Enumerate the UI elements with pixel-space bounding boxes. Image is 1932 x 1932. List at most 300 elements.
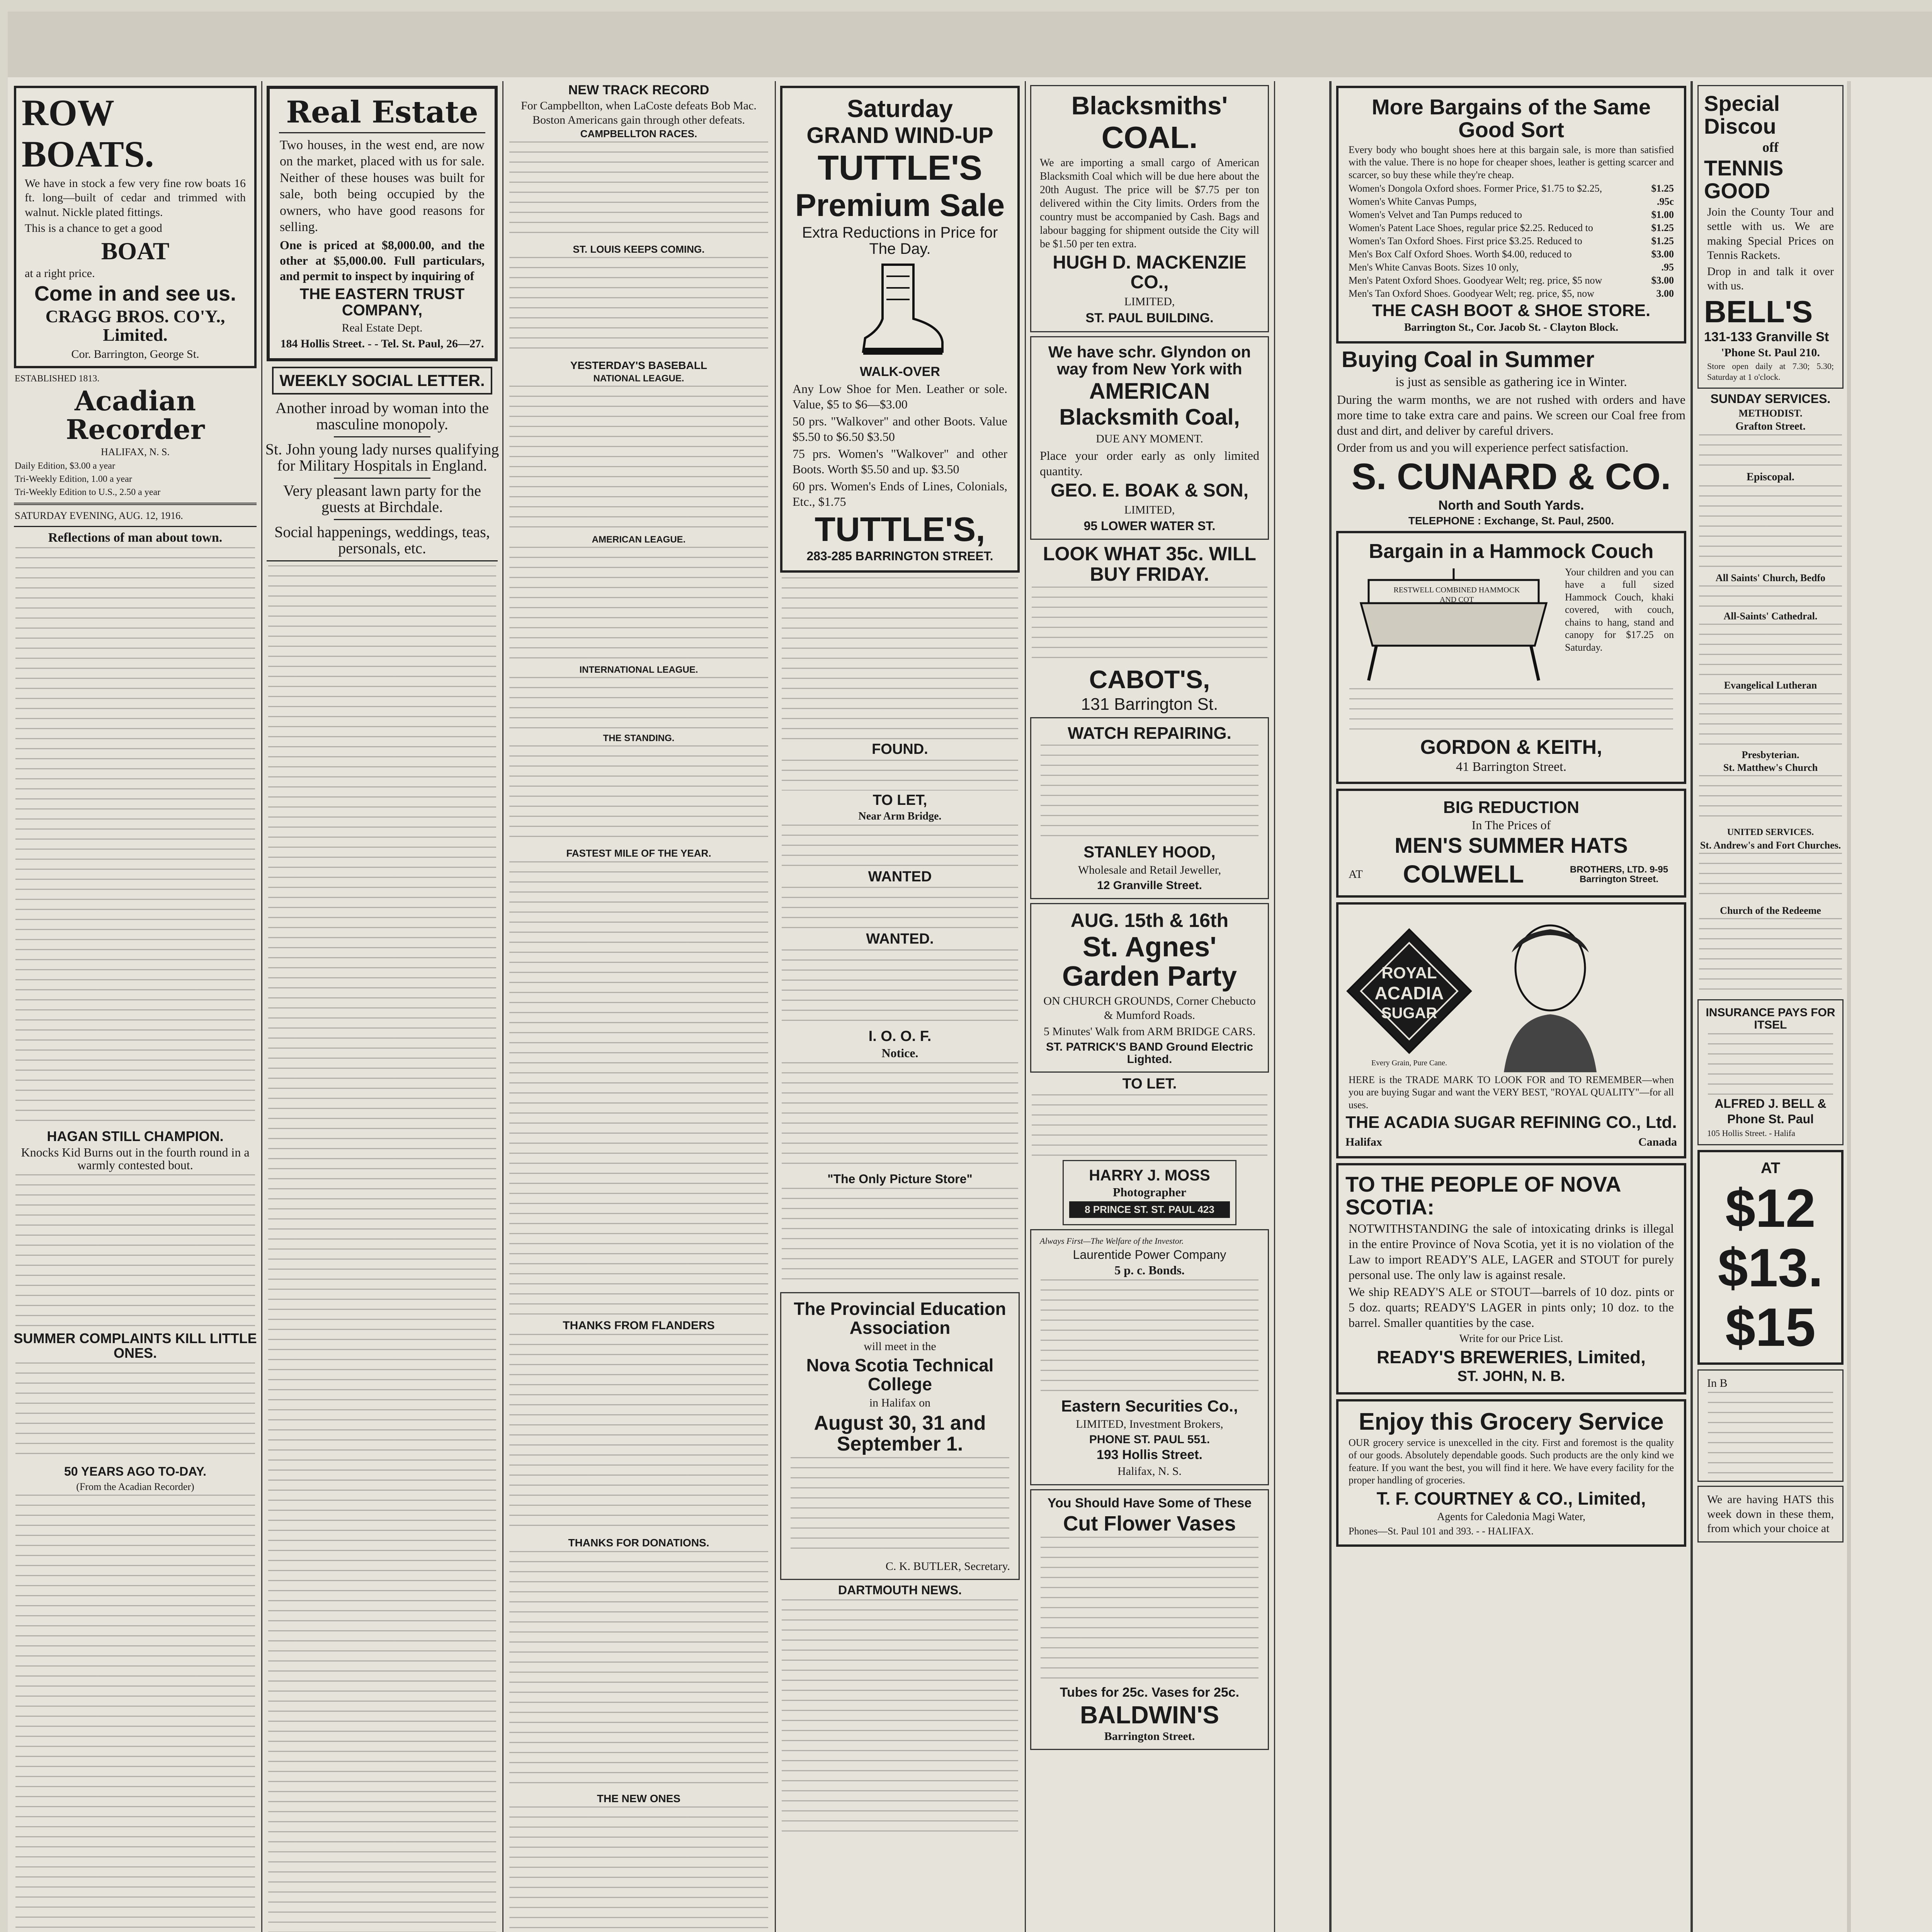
box-score-block <box>509 386 768 532</box>
ad-text: In B <box>1707 1376 1728 1389</box>
divider <box>267 560 498 561</box>
advertiser-name: BELL'S <box>1704 294 1813 329</box>
section-heading: AMERICAN LEAGUE. <box>592 534 686 545</box>
sugar-ad <box>1336 902 1686 1158</box>
article-subheadline: Very pleasant lawn party for the guests at Birchdale. <box>283 481 481 515</box>
partial-ad <box>1697 1369 1844 1482</box>
box-score-block <box>509 677 768 731</box>
ad-body: We are importing a small cargo of American Blacksmith Coal which will be due here about the 20th August. The price will be $7.75 per ton delivered within the City limits. Orders from the country must be accompanied by Cash. Bags and labour bagging for shipment outside the City will be $1.50 per ten extra. <box>1040 157 1259 250</box>
newspaper-page <box>8 12 1932 1932</box>
ad-headline: Buying Coal in Summer <box>1342 347 1595 372</box>
article-text-block <box>782 1599 1018 1839</box>
article-headline: HAGAN STILL CHAMPION. <box>47 1128 224 1144</box>
price-item: Women's Patent Lace Shoes, regular price $2.25. Reduced to <box>1349 222 1593 234</box>
ad-headline: We have schr. Glyndon on way from New York with <box>1048 343 1251 378</box>
classified-text-block <box>782 949 1018 1027</box>
advertiser-name: THE ACADIA SUGAR REFINING CO., Ltd. <box>1345 1113 1677 1132</box>
grocery-ad <box>1336 1399 1686 1547</box>
advertiser-phone: 'Phone St. Paul 210. <box>1721 346 1820 359</box>
ad-body: We ship READY'S ALE or STOUT—barrels of 10 doz. pints or 5 doz. quarts; READY'S LAGER in pints only; 10 doz. to the barrel. Smaller quantities by the case. <box>1349 1285 1674 1330</box>
article-text-block <box>15 547 255 1127</box>
event-detail: ST. PATRICK'S BAND Ground Electric Lighted. <box>1046 1041 1253 1066</box>
notice-signature: C. K. BUTLER, Secretary. <box>885 1560 1010 1573</box>
service-text-block <box>1699 853 1842 903</box>
advertiser-address: 105 Hollis Street. - Halifa <box>1707 1128 1795 1138</box>
article-text-block <box>509 257 768 357</box>
divider <box>279 132 485 133</box>
column-rule <box>1329 81 1332 1932</box>
advertiser-address: 8 PRINCE ST. ST. PAUL 423 <box>1069 1201 1230 1218</box>
ad-headline: More Bargains of the Same Good Sort <box>1372 95 1651 142</box>
classified-heading: FOUND. <box>872 741 928 758</box>
advertiser-phone: TELEPHONE : Exchange, St. Paul, 2500. <box>1408 514 1614 527</box>
article-headline: THE NEW ONES <box>597 1792 681 1804</box>
divider <box>14 526 257 527</box>
classified-heading: WANTED <box>868 868 932 885</box>
ad-headline: INSURANCE PAYS FOR ITSEL <box>1706 1006 1835 1031</box>
column-rule <box>775 81 776 1932</box>
service-text-block <box>1699 434 1842 469</box>
column-6 <box>1334 81 1689 1932</box>
advertiser-sub: Wholesale and Retail Jeweller, <box>1078 863 1221 876</box>
price-line <box>1349 196 1674 207</box>
box-score-block <box>509 547 768 663</box>
ad-body: Every body who bought shoes here at this bargain sale, is more than satisfied with the value. There is no hope for cheaper shoes, leather is getting scarcer and scarcer, so buy these while they're cheap. <box>1349 144 1674 180</box>
ad-headline: BOAT <box>101 237 170 265</box>
church-name: All-Saints' Cathedral. <box>1723 611 1818 622</box>
divider <box>334 478 430 479</box>
event-title: St. Agnes' Garden Party <box>1062 932 1237 992</box>
ad-headline: Blacksmiths' <box>1071 91 1228 120</box>
ad-text: AT <box>1760 1159 1781 1177</box>
subscription-rate: Daily Edition, $3.00 a year <box>15 461 115 471</box>
advertiser-dept: Real Estate Dept. <box>342 321 423 334</box>
price-item: Men's White Canvas Boots. Sizes 10 only, <box>1349 262 1519 273</box>
church-name: All Saints' Church, Bedfo <box>1715 572 1826 583</box>
article-text-block <box>15 1495 255 1932</box>
ad-headline: Enjoy this Grocery Service <box>1359 1408 1664 1435</box>
shoe-illustration <box>855 261 944 361</box>
price-item: Women's Tan Oxford Shoes. First price $3.25. Reduced to <box>1349 235 1582 247</box>
article-text-block <box>782 1188 1018 1288</box>
ad-body: DUE ANY MOMENT. <box>1096 432 1203 446</box>
section-subheading: UNITED SERVICES. <box>1727 827 1814 838</box>
classified-text-block <box>782 825 1018 867</box>
section-heading: FASTEST MILE OF THE YEAR. <box>566 847 711 859</box>
price-item: Women's White Canvas Pumps, <box>1349 196 1477 207</box>
advertiser-location <box>1345 1134 1677 1151</box>
advertiser-phone: PHONE ST. PAUL 551. <box>1089 1433 1210 1446</box>
price-item: Men's Box Calf Oxford Shoes. Worth $4.00, reduced to <box>1349 248 1572 260</box>
hammock-ad <box>1336 531 1686 784</box>
classified-heading: WANTED. <box>866 931 934 947</box>
ad-headline: TUTTLE'S <box>817 149 983 188</box>
advertiser-sub: Agents for Caledonia Magi Water, <box>1437 1510 1586 1523</box>
section-heading: CAMPBELLTON RACES. <box>580 128 697 139</box>
advertiser-address: 95 LOWER WATER ST. <box>1083 519 1216 533</box>
woman-illustration <box>1473 910 1677 1072</box>
price-item: Men's Tan Oxford Shoes. Goodyear Welt; reg. price, $5, now <box>1349 288 1594 299</box>
ad-headline: TENNIS GOOD <box>1704 156 1784 203</box>
price-line <box>1349 183 1674 194</box>
article-headline: 50 YEARS AGO TO-DAY. <box>64 1464 207 1479</box>
price-line: 75 prs. Women's "Walkover" and other Boots. Worth $5.50 and up. $3.50 <box>793 447 1007 476</box>
advertiser-name: CABOT'S, <box>1089 665 1210 694</box>
price-list <box>1345 183 1677 299</box>
section-heading: ST. LOUIS KEEPS COMING. <box>573 243 705 255</box>
advertiser-name: TUTTLE'S, <box>815 510 985 549</box>
boot-icon <box>855 261 944 361</box>
ad-callout: Come in and see us. <box>34 282 236 306</box>
ad-headline: LOOK WHAT 35c. WILL BUY FRIDAY. <box>1043 543 1256 585</box>
price-line: Any Low Shoe for Men. Leather or sole. Value, $5 to $6—$3.00 <box>793 382 1007 412</box>
subscription-rate: Tri-Weekly Edition to U.S., 2.50 a year <box>15 487 161 497</box>
ad-headline: off <box>1762 139 1779 155</box>
advertiser-name: ALFRED J. BELL & <box>1714 1097 1827 1111</box>
ad-list-block <box>1032 587 1267 664</box>
standings-block <box>509 745 768 846</box>
advertiser-address: 184 Hollis Street. - - Tel. St. Paul, 26—27. <box>280 337 484 350</box>
service-text-block <box>1699 775 1842 825</box>
photographer-ad <box>1063 1160 1236 1225</box>
section-subheading: METHODIST. <box>1738 407 1803 419</box>
ad-headline: Laurentide Power Company <box>1073 1248 1226 1262</box>
ad-headline: 5 p. c. Bonds. <box>1114 1263 1185 1277</box>
price-value: 3.00 <box>1656 288 1674 299</box>
ad-body: Your children and you can have a full sized Hammock Couch, khaki covered, with couch, chains to hang, stand and canopy for $17.25 on Saturday. <box>1565 566 1674 653</box>
ad-body: at a right price. <box>25 267 95 280</box>
section-subheading: Presbyterian. <box>1742 749 1799 760</box>
column-7 <box>1695 81 1846 1932</box>
advertiser-address: Cor. Barrington, George St. <box>71 347 199 361</box>
advertiser-line <box>1345 859 1677 889</box>
price-value: $1.00 <box>1651 209 1674 221</box>
classified-text-block <box>782 760 1018 791</box>
sugar-ad-body <box>1345 910 1677 1072</box>
article-subheadline: (From the Acadian Recorder) <box>76 1481 194 1492</box>
column-rule <box>1025 81 1026 1932</box>
advertiser-name: THE EASTERN TRUST COMPANY, <box>299 285 465 319</box>
section-heading: NATIONAL LEAGUE. <box>593 373 684 384</box>
ad-headline: COAL. <box>1101 120 1198 155</box>
ad-text-block <box>1041 1279 1259 1395</box>
advertiser-name: S. CUNARD & CO. <box>1351 456 1671 498</box>
price-tag: $13. <box>1718 1237 1823 1298</box>
article-text-block <box>15 1174 255 1329</box>
hats-partial-ad <box>1697 1486 1844 1543</box>
column-4 <box>778 81 1022 1932</box>
price-line <box>1349 209 1674 221</box>
hammock-illustration <box>1353 568 1554 684</box>
church-name: Church of the Redeeme <box>1720 905 1821 916</box>
ad-text-block <box>1041 1537 1259 1684</box>
notice-headline: Nova Scotia Technical College <box>806 1355 994 1394</box>
trademark-text: ACADIA <box>1374 983 1444 1003</box>
ad-headline: GRAND WIND-UP <box>806 123 993 148</box>
price-value: $1.25 <box>1651 222 1674 234</box>
advertiser-name: HUGH D. MACKENZIE CO., <box>1053 252 1247 293</box>
price-value: $3.00 <box>1651 275 1674 286</box>
price-value: .95c <box>1656 196 1674 207</box>
advertiser-address: 131 Barrington St. <box>1081 694 1218 714</box>
price-line <box>1349 222 1674 234</box>
price-value: $3.00 <box>1651 248 1674 260</box>
advertiser-address: 41 Barrington Street. <box>1456 760 1567 774</box>
advertiser-name: GORDON & KEITH, <box>1420 736 1602 759</box>
price-line <box>1349 248 1674 260</box>
article-text-block <box>509 141 768 242</box>
vases-ad <box>1030 1489 1269 1750</box>
article-subheadline: Knocks Kid Burns out in the fourth round in a warmly contested bout. <box>21 1145 250 1172</box>
price-line <box>1349 275 1674 286</box>
advertiser-name: T. F. COURTNEY & CO., Limited, <box>1376 1488 1646 1509</box>
divider <box>334 519 430 520</box>
classified-subheading: Notice. <box>881 1046 918 1060</box>
ad-headline: BIG REDUCTION <box>1443 798 1579 817</box>
article-text-block <box>509 1551 768 1791</box>
article-headline: THANKS FROM FLANDERS <box>563 1319 715 1332</box>
ad-body: NOTWITHSTANDING the sale of intoxicating drinks is illegal in the entire Province of Nova Scotia, yet it is no violation of the Law to import READY'S ALE, LAGER and STOUT for purely personal use. The only law is against resale. <box>1349 1221 1674 1282</box>
advertiser-sub: LIMITED, Investment Brokers, <box>1076 1417 1223 1430</box>
ad-headline: MEN'S SUMMER HATS <box>1395 833 1628 857</box>
section-subheading: Episcopal. <box>1747 471 1794 483</box>
service-text-block <box>1699 624 1842 678</box>
event-dates: AUG. 15th & 16th <box>1070 909 1229 931</box>
advertiser-address: 131-133 Granville St <box>1704 329 1829 344</box>
advertiser-name: GEO. E. BOAK & SON, <box>1050 480 1249 501</box>
ad-headline: TO THE PEOPLE OF NOVA SCOTIA: <box>1345 1172 1621 1219</box>
ad-headline: Premium Sale <box>795 187 1005 223</box>
service-text-block <box>1699 918 1842 995</box>
advertiser-address: 12 Granville Street. <box>1097 879 1202 892</box>
church-name: Evangelical Lutheran <box>1724 680 1817 691</box>
blacksmith-coal-ad <box>1030 85 1269 332</box>
ad-body: This is a chance to get a good <box>25 222 162 235</box>
ad-text: In The Prices of <box>1471 818 1551 832</box>
price-item: Women's Dongola Oxford shoes. Former Price, $1.75 to $2.25, <box>1349 183 1602 194</box>
hammock-ad-body <box>1345 565 1677 688</box>
article-subheadline: Boston Americans gain through other defeats. <box>532 114 745 127</box>
ad-headline: Saturday <box>847 95 953 122</box>
advertiser-name: BALDWIN'S <box>1080 1701 1219 1729</box>
article-text-block <box>509 861 768 1317</box>
article-headline: SUMMER COMPLAINTS KILL LITTLE ONES. <box>14 1330 257 1361</box>
notice-text: in Halifax on <box>869 1396 931 1410</box>
ad-body: Two houses, in the west end, are now on the market, placed with us for sale. Neither of these houses was built for sale, both being occupied by the owners, who have good reasons for selling. <box>280 138 485 235</box>
ad-text-block <box>1041 745 1259 841</box>
tennis-ad <box>1697 85 1844 389</box>
section-heading: YESTERDAY'S BASEBALL <box>570 359 707 372</box>
ad-body: We have in stock a few very fine row boats 16 ft. long—built of cedar and trimmed with walnut. Nickle plated fittings. <box>25 177 246 219</box>
ad-headline: AMERICAN <box>1089 379 1210 404</box>
ad-body: Join the County Tour and settle with us. We are making Special Prices on Tennis Rackets. <box>1707 205 1834 262</box>
ad-body: Drop in and talk it over with us. <box>1707 265 1834 293</box>
article-text-block <box>509 1806 768 1930</box>
price-value: .95 <box>1661 262 1674 273</box>
classified-text-block <box>782 887 1018 929</box>
divider <box>334 436 430 437</box>
ad-body: Place your order early as only limited quantity. <box>1040 448 1259 478</box>
advertiser-sub: Photographer <box>1112 1185 1187 1199</box>
section-heading: SUNDAY SERVICES. <box>1710 392 1831 406</box>
ad-text-block <box>1708 1033 1833 1095</box>
column-2 <box>264 81 500 1932</box>
advertiser-phone: Phone St. Paul <box>1727 1112 1814 1126</box>
column-5 <box>1028 81 1271 1932</box>
section-heading: THE STANDING. <box>603 733 675 744</box>
trademark-text: ROYAL <box>1381 963 1437 982</box>
subscription-rate: Tri-Weekly Edition, 1.00 a year <box>15 474 132 484</box>
column-rule <box>1274 81 1275 1932</box>
article-text-block <box>268 565 496 1932</box>
section-heading: INTERNATIONAL LEAGUE. <box>579 665 698 675</box>
price-value: $1.25 <box>1651 235 1674 247</box>
woman-portrait-icon <box>1473 910 1628 1072</box>
ad-subheadline: Extra Reductions in Price for The Day. <box>802 224 998 257</box>
church-name: St. Andrew's and Fort Churches. <box>1700 839 1841 851</box>
ad-headline: WATCH REPAIRING. <box>1068 723 1231 743</box>
column-1 <box>12 81 259 1932</box>
masthead-place: HALIFAX, N. S. <box>101 446 170 458</box>
ad-headline: ROW <box>22 92 114 133</box>
notice-headline: The Provincial Education Association <box>794 1299 1006 1338</box>
classified-heading: TO LET. <box>1122 1076 1177 1092</box>
advertiser-name: COLWELL <box>1403 860 1524 888</box>
classified-text-block <box>782 1062 1018 1170</box>
advertiser-name: Eastern Securities Co., <box>1061 1396 1238 1415</box>
row-boats-ad <box>14 86 257 368</box>
classified-text-block <box>782 577 1018 740</box>
brand-logo: WALK-OVER <box>860 364 940 379</box>
hats-ad <box>1336 789 1686 898</box>
sugar-trademark <box>1345 927 1473 1067</box>
price-value: $1.25 <box>1651 183 1674 194</box>
ad-body: OUR grocery service is unexcelled in the city. First and foremost is the quality of our goods. Absolutely dependable goods. Such products are the only kind we feature. If you want the best, you will find it here. We have every facility for the proper handling of groceries. <box>1349 1437 1674 1486</box>
price-line <box>1349 262 1674 273</box>
price-tag: $15 <box>1725 1296 1816 1357</box>
ad-headline: You Should Have Some of These <box>1047 1495 1252 1510</box>
ad-body: HERE is the TRADE MARK TO LOOK FOR and TO REMEMBER—when you are buying Sugar and want the VERY BEST, "ROYAL QUALITY"—for all uses. <box>1349 1074 1674 1111</box>
price-line: 60 prs. Women's Ends of Lines, Colonials, Etc., $1.75 <box>793 479 1007 509</box>
notice-text-block <box>791 1457 1009 1558</box>
dateline: SATURDAY EVENING, AUG. 12, 1916. <box>15 510 183 521</box>
education-association-notice <box>780 1292 1020 1580</box>
ad-text-block <box>1708 1392 1833 1477</box>
ad-body: One is priced at $8,000.00, and the other at $5,000.00. Full particulars, and permit to inspect by inquiring of <box>280 238 485 283</box>
advertiser-country: Canada <box>1638 1136 1677 1149</box>
ad-headline: Blacksmith Coal, <box>1059 405 1240 430</box>
article-headline: THANKS FOR DONATIONS. <box>568 1537 709 1549</box>
trademark-text: SUGAR <box>1381 1004 1437 1022</box>
investment-ad <box>1030 1229 1269 1485</box>
service-text-block <box>1699 693 1842 747</box>
ad-text: AT <box>1349 868 1363 881</box>
page-top-edge <box>8 12 1932 77</box>
advertiser-name: READY'S BREWERIES, Limited, <box>1377 1347 1646 1367</box>
article-headline: DARTMOUTH NEWS. <box>838 1583 962 1597</box>
advertiser-city: ST. JOHN, N. B. <box>1457 1368 1565 1384</box>
tuttles-sale-ad <box>780 86 1020 573</box>
advertiser-address: 283-285 BARRINGTON STREET. <box>806 549 993 563</box>
service-text-block <box>1699 585 1842 609</box>
american-coal-ad <box>1030 336 1269 540</box>
divider <box>14 503 257 505</box>
service-text-block <box>1699 485 1842 570</box>
garden-party-ad <box>1030 903 1269 1073</box>
notice-dates: August 30, 31 and September 1. <box>814 1412 986 1456</box>
article-text-block <box>15 1362 255 1463</box>
advertiser-city: Halifax <box>1345 1136 1382 1149</box>
advertiser-ltd: LIMITED, <box>1124 295 1175 308</box>
column-rule <box>502 81 503 1932</box>
ad-headline: Special Discou <box>1704 91 1780 138</box>
article-headline: Reflections of man about town. <box>48 531 223 545</box>
article-subheadline: St. John young lady nurses qualifying for Military Hospitals in England. <box>265 440 499 474</box>
classified-heading: TO LET, <box>872 792 927 809</box>
classified-text-block <box>1032 1094 1267 1156</box>
shoe-bargains-ad <box>1336 86 1686 344</box>
real-estate-ad <box>267 86 498 361</box>
page-gutter <box>1847 81 1851 1932</box>
ad-subheadline: is just as sensible as gathering ice in Winter. <box>1395 374 1627 389</box>
ad-headline: Bargain in a Hammock Couch <box>1369 540 1654 563</box>
price-item: Women's Velvet and Tan Pumps reduced to <box>1349 209 1522 221</box>
readys-ad <box>1336 1163 1686 1395</box>
article-subheadline: For Campbellton, when LaCoste defeats Bob Mac. <box>521 99 757 112</box>
article-headline: "The Only Picture Store" <box>827 1172 973 1186</box>
advertiser-name: THE CASH BOOT & SHOE STORE. <box>1372 301 1651 320</box>
church-name: Grafton Street. <box>1735 420 1806 433</box>
classified-heading: I. O. O. F. <box>868 1028 932 1045</box>
event-location: ON CHURCH GROUNDS, Corner Chebucto & Mumford Roads. <box>1043 994 1256 1022</box>
advertiser-address: 193 Hollis Street. <box>1096 1447 1202 1462</box>
advertiser-name: CRAGG BROS. CO'Y., Limited. <box>45 306 225 345</box>
ad-headline: Real Estate <box>286 95 478 130</box>
masthead-established: ESTABLISHED 1813. <box>15 374 100 384</box>
product-label: RESTWELL COMBINED HAMMOCK AND COT <box>1393 585 1520 604</box>
ad-headline: BOATS. <box>22 133 154 175</box>
store-hours: Store open daily at 7.30; 5.30; Saturday at 1 o'clock. <box>1707 361 1834 382</box>
column-rule <box>261 81 262 1932</box>
article-text-block <box>509 1334 768 1535</box>
advertiser-address: BROTHERS, LTD. 9-95 Barrington Street. <box>1570 864 1668 884</box>
suits-price-ad <box>1697 1150 1844 1365</box>
advertiser-ltd: LIMITED, <box>1124 503 1175 517</box>
advertiser-address: Barrington St., Cor. Jacob St. - Clayton Block. <box>1404 321 1619 334</box>
price-line: 50 prs. "Walkover" and other Boots. Value $5.50 to $6.50 $3.50 <box>793 414 1007 444</box>
ad-headline: Cut Flower Vases <box>1063 1512 1236 1535</box>
watch-repair-ad <box>1030 717 1269 899</box>
trademark-caption: Every Grain, Pure Cane. <box>1371 1058 1447 1067</box>
church-name: St. Matthew's Church <box>1723 762 1818 774</box>
ad-body: Write for our Price List. <box>1459 1333 1563 1345</box>
advertiser-sub: North and South Yards. <box>1438 498 1584 513</box>
notice-text: will meet in the <box>864 1340 936 1353</box>
advertiser-name: STANLEY HOOD, <box>1083 842 1216 861</box>
insurance-ad <box>1697 999 1844 1145</box>
ad-body: Order from us and you will experience perfect satisfaction. <box>1337 440 1629 455</box>
advertiser-city: Halifax, N. S. <box>1117 1465 1182 1478</box>
price-line <box>1349 288 1674 299</box>
ad-body: During the warm months, we are not rushed with orders and have more time to take extra care and pains. We screen our Coal free from dust and dirt, and deliver by careful drivers. <box>1337 393 1685 438</box>
price-item: Men's Patent Oxford Shoes. Goodyear Welt; reg. price, $5 now <box>1349 275 1602 286</box>
article-subheadline: Social happenings, weddings, teas, personals, etc. <box>274 523 490 557</box>
advertiser-name: HARRY J. MOSS <box>1089 1167 1210 1184</box>
advertiser-address: Barrington Street. <box>1104 1730 1195 1743</box>
column-3 <box>505 81 772 1932</box>
advertiser-phone: Phones—St. Paul 101 and 393. - - HALIFAX. <box>1349 1525 1534 1537</box>
article-subheadline: Another inroad by woman into the masculine monopoly. <box>275 399 489 433</box>
